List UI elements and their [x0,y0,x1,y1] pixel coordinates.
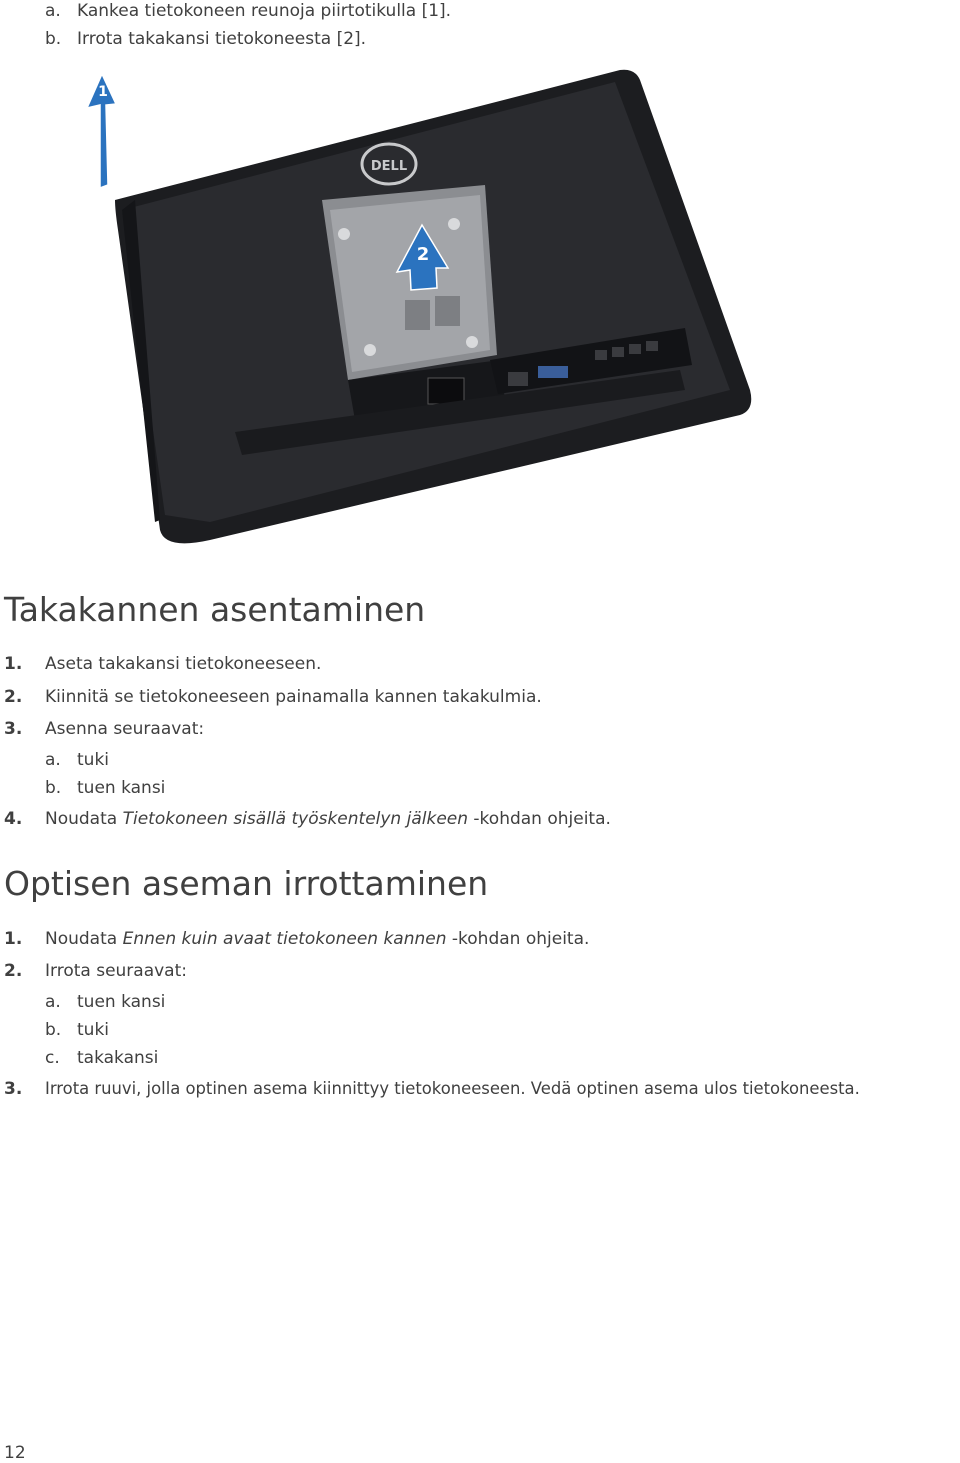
step-text: Kankea tietokoneen reunoja piirtotikulla [1]. [77,1,452,21]
substep-text: tuen kansi [77,778,166,798]
substep-text: tuki [77,1020,110,1040]
step-number: 4. [4,809,23,829]
arrow-2-label: 2 [416,244,430,265]
step-number: 1. [4,654,23,674]
step-text: Irrota seuraavat: [45,961,187,981]
step-suffix: -kohdan ohjeita. [468,809,611,829]
step-text: Irrota takakansi tietokoneesta [2]. [77,29,367,49]
step-number: 3. [4,719,23,739]
step-text: Kiinnitä se tietokoneeseen painamalla kannen takakulmia. [45,687,542,707]
computer-back-figure [60,60,760,550]
substep-letter: b. [45,1020,62,1040]
substep-text: tuki [77,750,110,770]
step-text: Asenna seuraavat: [45,719,205,739]
step-prefix: Noudata [45,809,123,829]
step-number: 2. [4,961,23,981]
page-number: 12 [4,1443,26,1463]
step-number: 2. [4,687,23,707]
arrow-1-label: 1 [98,84,108,100]
step-letter: b. [45,29,62,49]
substep-text: tuen kansi [77,992,166,1012]
section-reference-link[interactable]: Tietokoneen sisällä työskentelyn jälkeen [122,809,469,829]
substep-text: takakansi [77,1048,159,1068]
step-b-letter: a. [45,1,61,21]
step-text: Irrota ruuvi, jolla optinen asema kiinnittyy tietokoneeseen. Vedä optinen asema ulos tietokoneesta. [45,1079,860,1098]
step-text [45,928,589,950]
step-text [45,808,611,830]
substep-letter: a. [45,992,61,1012]
section-title: Takakannen asentaminen [4,590,426,629]
step-number: 3. [4,1079,23,1099]
section-title: Optisen aseman irrottaminen [4,864,489,903]
section-reference-link[interactable]: Ennen kuin avaat tietokoneen kannen [122,929,447,949]
step-suffix: -kohdan ohjeita. [446,929,590,949]
substep-letter: c. [45,1048,60,1068]
step-number: 1. [4,929,23,949]
step-text: Aseta takakansi tietokoneeseen. [45,654,322,674]
substep-letter: b. [45,778,62,798]
substep-letter: a. [45,750,61,770]
step-prefix: Noudata [45,929,123,949]
dell-brand-text: DELL [370,159,408,174]
